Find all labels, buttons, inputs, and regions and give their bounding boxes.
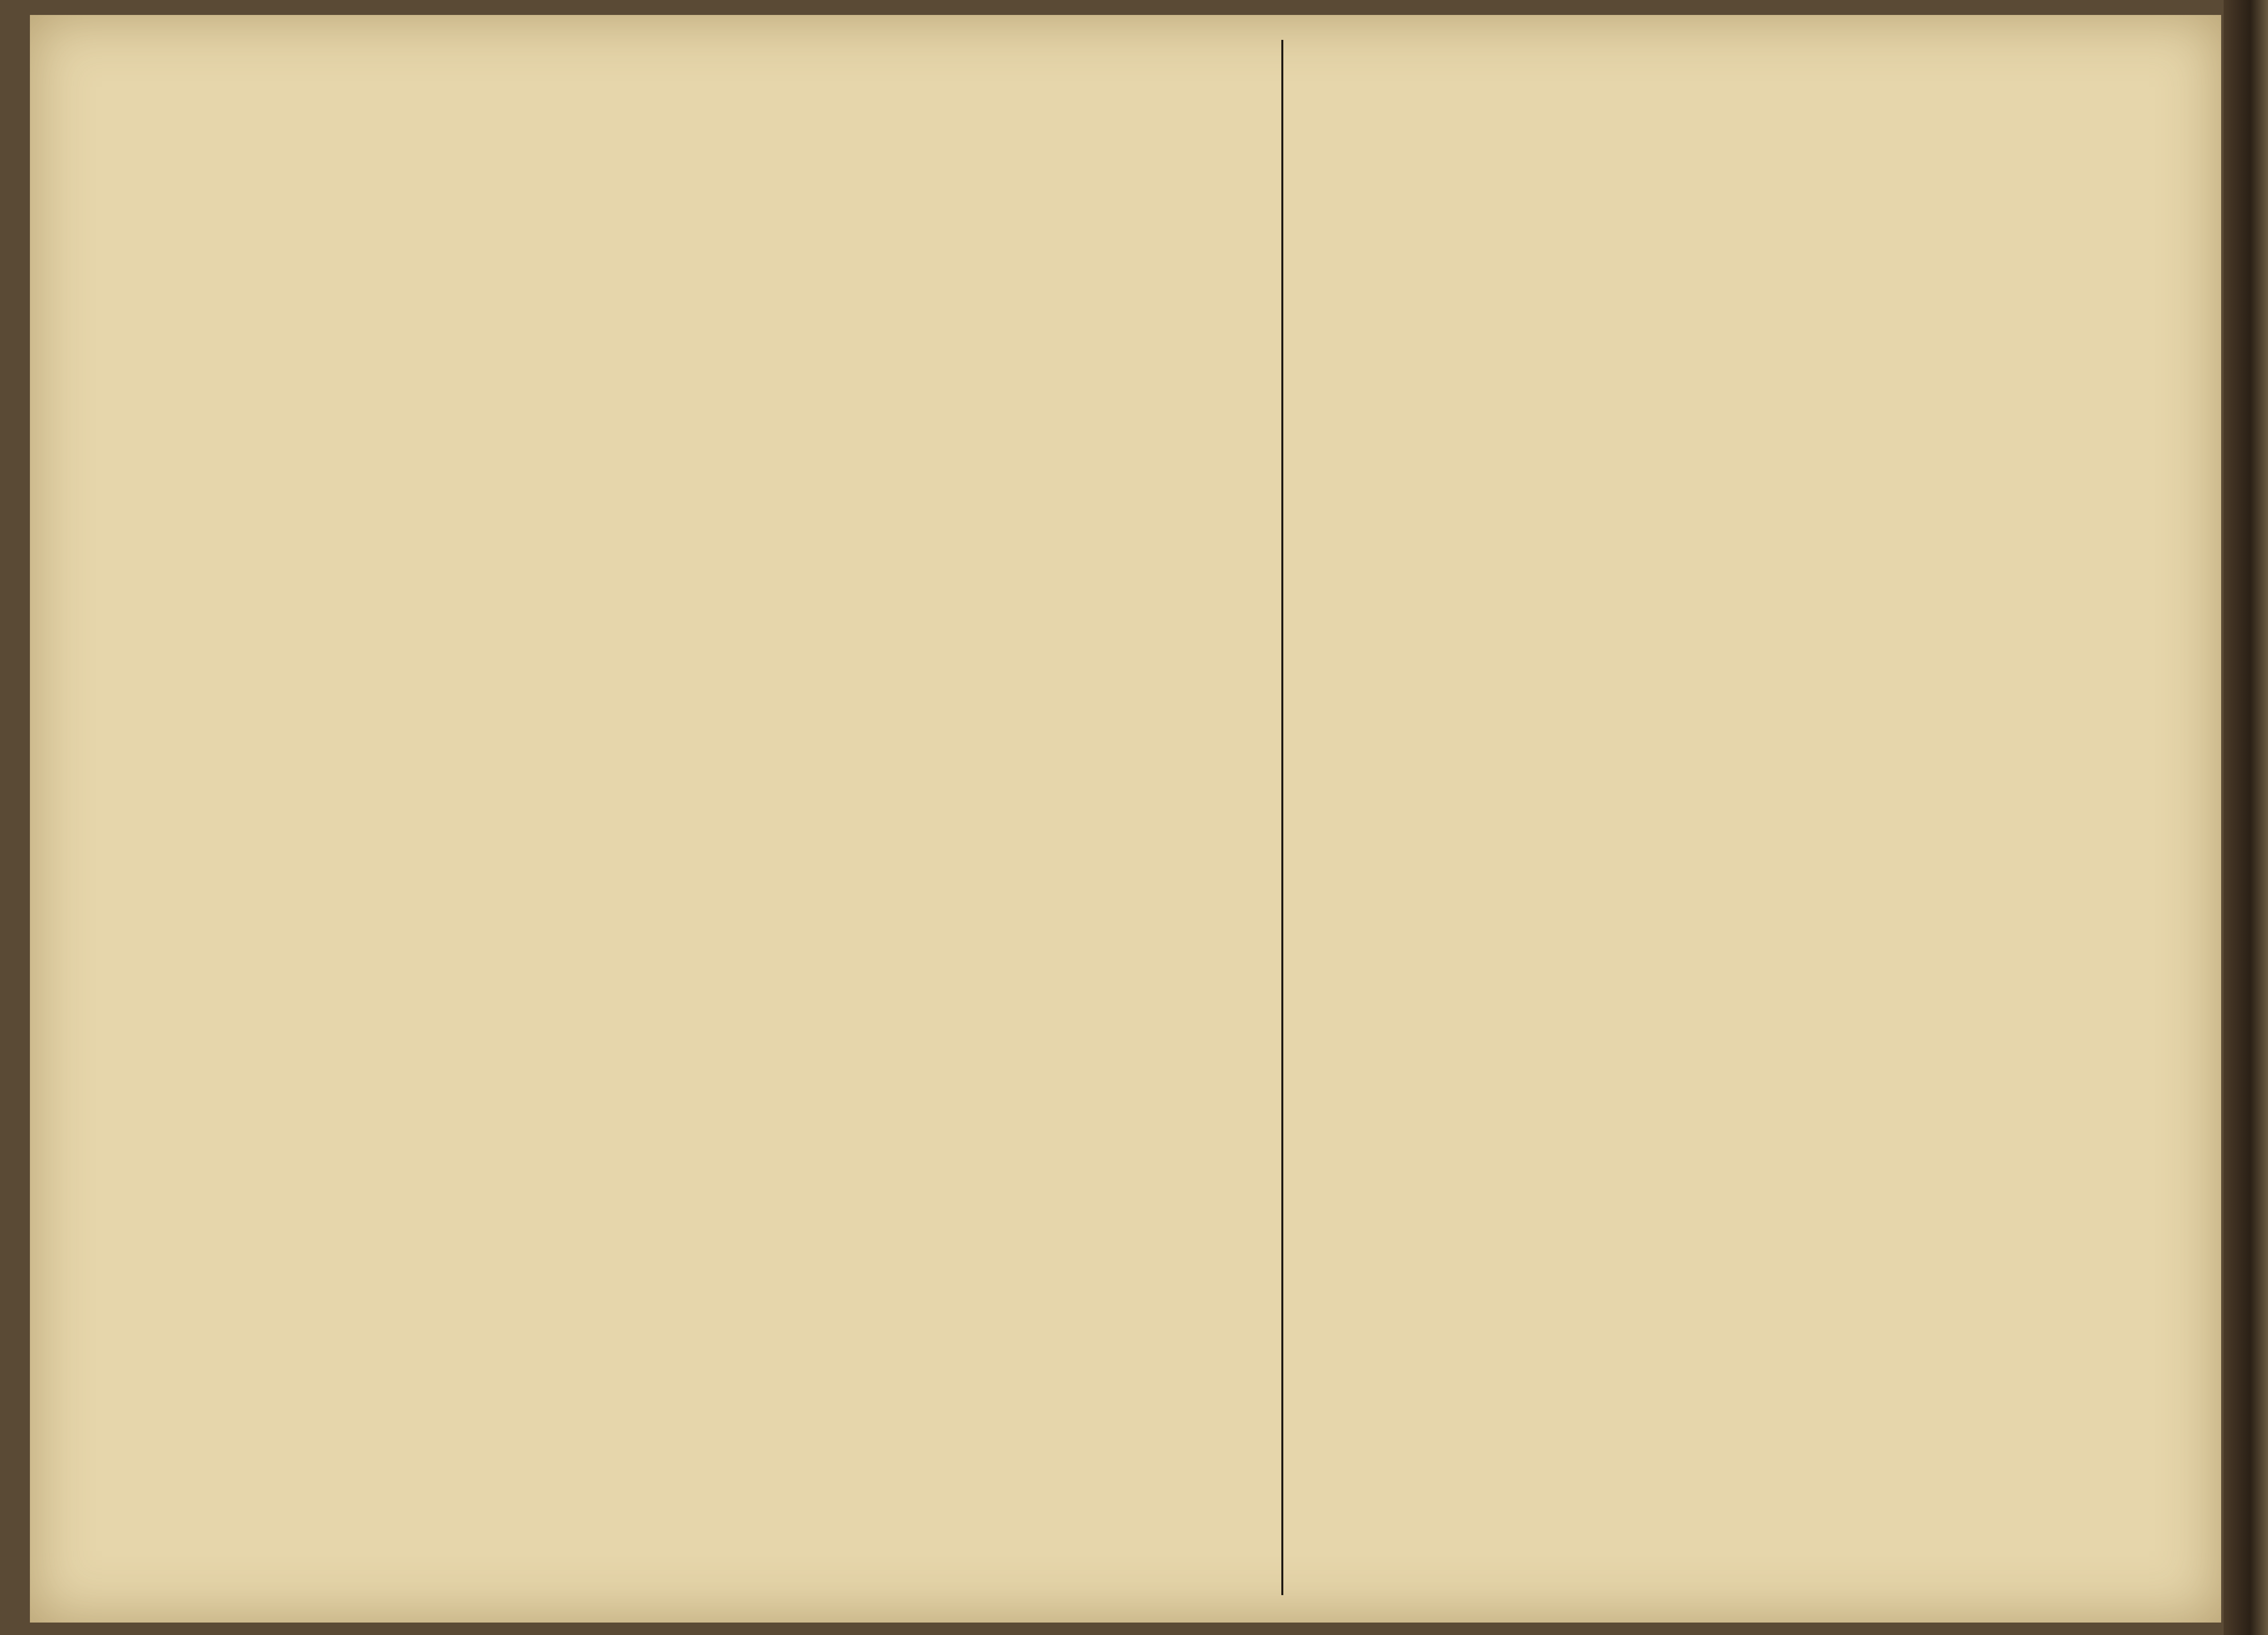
- book-binding: [2224, 0, 2268, 1635]
- directory-page: [50, 20, 2194, 1615]
- announcements-section: [1281, 40, 2171, 1595]
- running-head: [60, 40, 82, 1595]
- street-directory: [90, 40, 1276, 1595]
